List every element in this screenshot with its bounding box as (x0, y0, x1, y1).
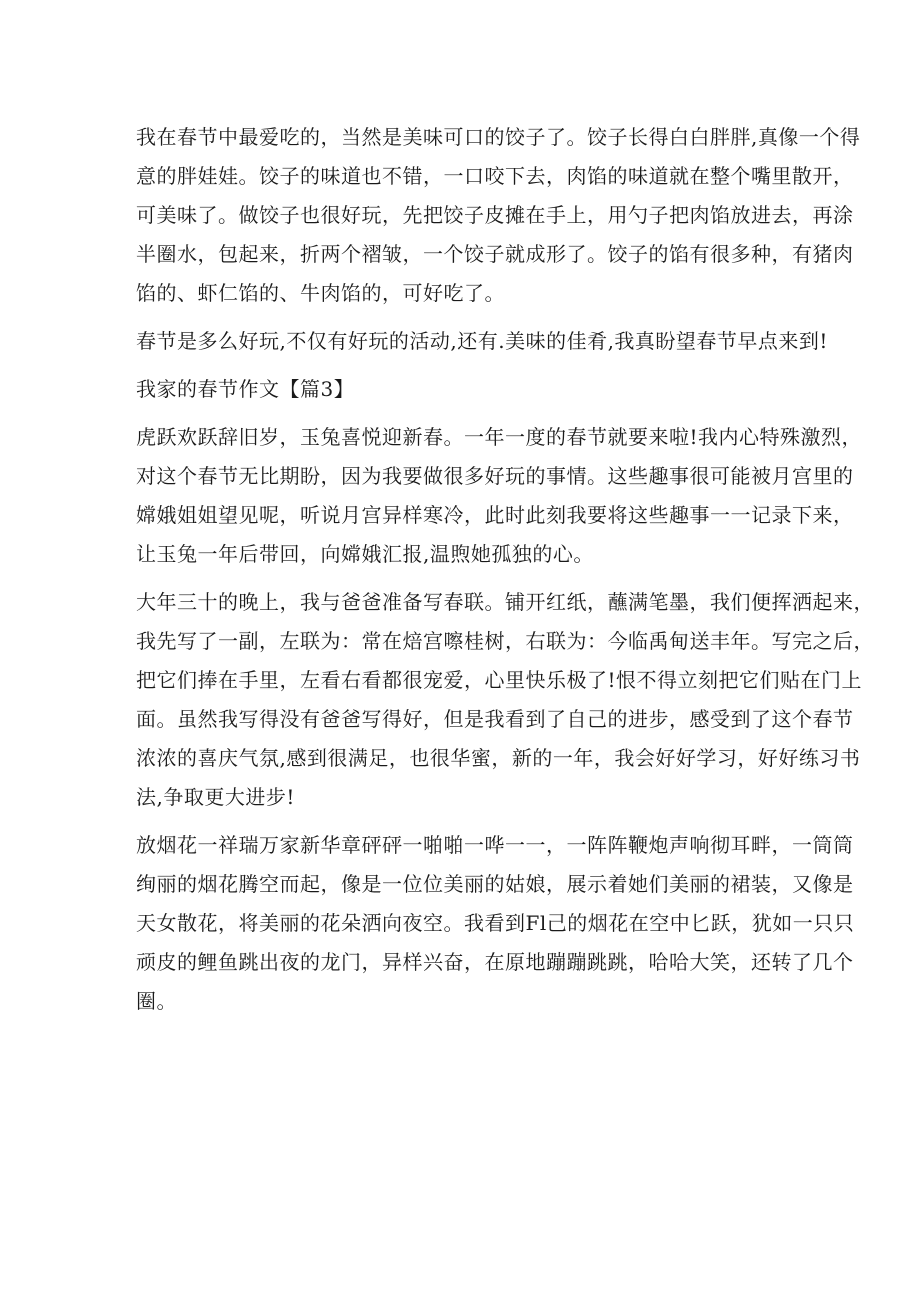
text-line: 大年三十的晚上，我与爸爸准备写春联。铺开红纸，蘸满笔墨，我们便挥洒起来， (136, 590, 874, 614)
text-line: 浓浓的喜庆气氛,感到很满足，也很华蜜，新的一年，我会好好学习，好好练习书 (136, 746, 861, 770)
text-line: 放烟花一祥瑞万家新华章砰砰一啪啪一哗一一，一阵阵鞭炮声响彻耳畔，一筒筒 (136, 833, 854, 857)
text-line: 把它们捧在手里，左看右看都很宠爱，心里快乐极了!恨不得立刻把它们贴在门上 (136, 668, 863, 692)
paragraph-couplets (136, 583, 874, 817)
paragraph-new-year-intro (136, 418, 863, 574)
text-line: 顽皮的鲤鱼跳出夜的龙门，异样兴奋，在原地蹦蹦跳跳，哈哈大笑，还转了几个 (136, 950, 854, 974)
paragraph-spring-festival-fun (136, 322, 828, 361)
text-line: 虎跃欢跃辞旧岁，玉兔喜悦迎新春。一年一度的春节就要来啦!我内心特殊激烈， (136, 425, 863, 449)
text-line: 让玉兔一年后带回，向嫦娥汇报,温煦她孤独的心。 (136, 542, 594, 566)
text-line: 馅的、虾仁馅的、牛肉馅的，可好吃了。 (136, 281, 505, 305)
text-line: 嫦娥姐姐望见呢，听说月宫异样寒冷，此时此刻我要将这些趣事一一记录下来， (136, 503, 854, 527)
text-line: 我在春节中最爱吃的，当然是美味可口的饺子了。饺子长得白白胖胖,真像一个得 (136, 125, 861, 149)
text-line: 面。虽然我写得没有爸爸写得好，但是我看到了自己的进步，感受到了这个春节 (136, 707, 854, 731)
heading-text: 我家的春节作文【篇3】 (136, 377, 355, 401)
text-line: 可美味了。做饺子也很好玩，先把饺子皮摊在手上，用勺子把肉馅放进去，再涂 (136, 203, 854, 227)
section-heading (136, 370, 796, 409)
text-line: 绚丽的烟花腾空而起，像是一位位美丽的姑娘，展示着她们美丽的裙装，又像是 (136, 872, 854, 896)
text-line: 圈。 (136, 989, 177, 1013)
text-line: 我先写了一副，左联为：常在焙宫嚓桂树，右联为：今临禹甸送丰年。写完之后， (136, 629, 874, 653)
text-line: 半圈水，包起来，折两个褶皱，一个饺子就成形了。饺子的馅有很多种，有猪肉 (136, 242, 854, 266)
text-line: 意的胖娃娃。饺子的味道也不错，一口咬下去，肉馅的味道就在整个嘴里散开， (136, 164, 854, 188)
paragraph-dumplings (136, 118, 861, 313)
text-line: 对这个春节无比期盼，因为我要做很多好玩的事情。这些趣事很可能被月宫里的 (136, 464, 854, 488)
text-line: 法,争取更大进步! (136, 785, 295, 809)
text-line: 春节是多么好玩,不仅有好玩的活动,还有.美味的佳肴,我真盼望春节早点来到! (136, 329, 828, 353)
paragraph-fireworks (136, 826, 855, 1021)
document-body (136, 118, 874, 1030)
text-line: 天女散花，将美丽的花朵洒向夜空。我看到Fl己的烟花在空中匕跃，犹如一只只 (136, 911, 855, 935)
